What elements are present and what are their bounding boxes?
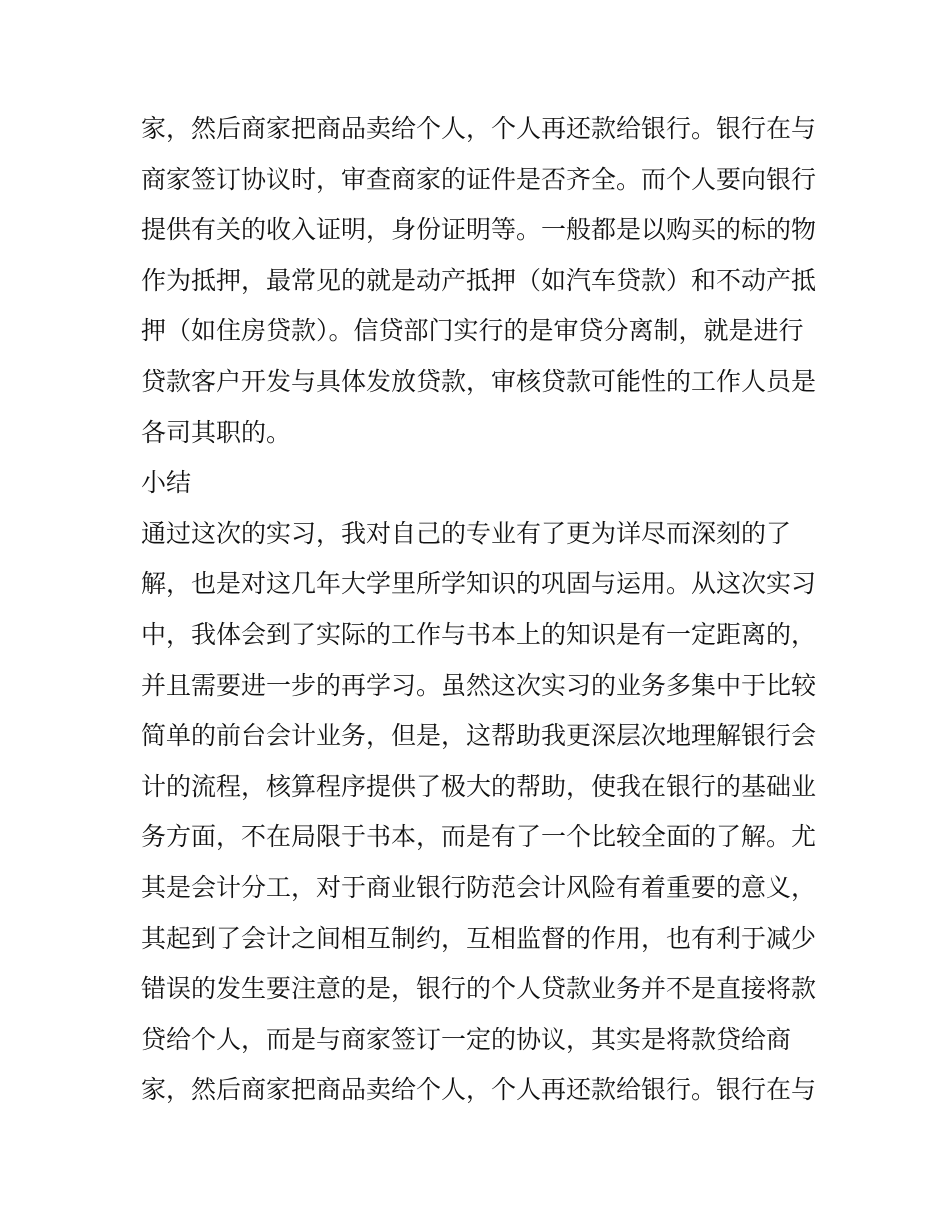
text-line: 家，然后商家把商品卖给个人，个人再还款给银行。银行在与 (141, 114, 817, 143)
text-line: 贷款客户开发与具体发放贷款，审核贷款可能性的工作人员是 (141, 366, 817, 396)
text-line: 提供有关的收入证明，身份证明等。一般都是以购买的标的物 (141, 215, 817, 245)
text-line: 计的流程，核算程序提供了极大的帮助，使我在银行的基础业 (141, 771, 817, 801)
text-line: 中，我体会到了实际的工作与书本上的知识是有一定距离的， (141, 619, 817, 649)
document-body (141, 104, 821, 1116)
text-line: 其起到了会计之间相互制约，互相监督的作用，也有利于减少 (141, 923, 817, 953)
text-line: 解，也是对这几年大学里所学知识的巩固与运用。从这次实习 (141, 569, 817, 599)
text-line: 家，然后商家把商品卖给个人，个人再还款给银行。银行在与 (141, 1075, 817, 1105)
text-line: 押（如住房贷款）。信贷部门实行的是审贷分离制，就是进行 (141, 316, 804, 346)
text-line: 错误的发生要注意的是，银行的个人贷款业务并不是直接将款 (141, 974, 817, 1004)
text-line: 商家签订协议时，审查商家的证件是否齐全。而个人要向银行 (141, 164, 817, 194)
text-line: 作为抵押，最常见的就是动产抵押（如汽车贷款）和不动产抵 (141, 265, 817, 295)
text-line: 其是会计分工，对于商业银行防范会计风险有着重要的意义， (141, 872, 817, 902)
text-line: 并且需要进一步的再学习。虽然这次实习的业务多集中于比较 (141, 670, 817, 700)
text-line: 贷给个人，而是与商家签订一定的协议，其实是将款贷给商 (141, 1024, 792, 1054)
text-line: 务方面，不在局限于书本，而是有了一个比较全面的了解。尤 (141, 822, 817, 852)
text-line: 简单的前台会计业务，但是，这帮助我更深层次地理解银行会 (141, 721, 817, 751)
section-heading: 小结 (141, 468, 192, 498)
text-line: 各司其职的。 (141, 417, 292, 447)
text-line: 通过这次的实习，我对自己的专业有了更为详尽而深刻的了 (141, 518, 792, 548)
